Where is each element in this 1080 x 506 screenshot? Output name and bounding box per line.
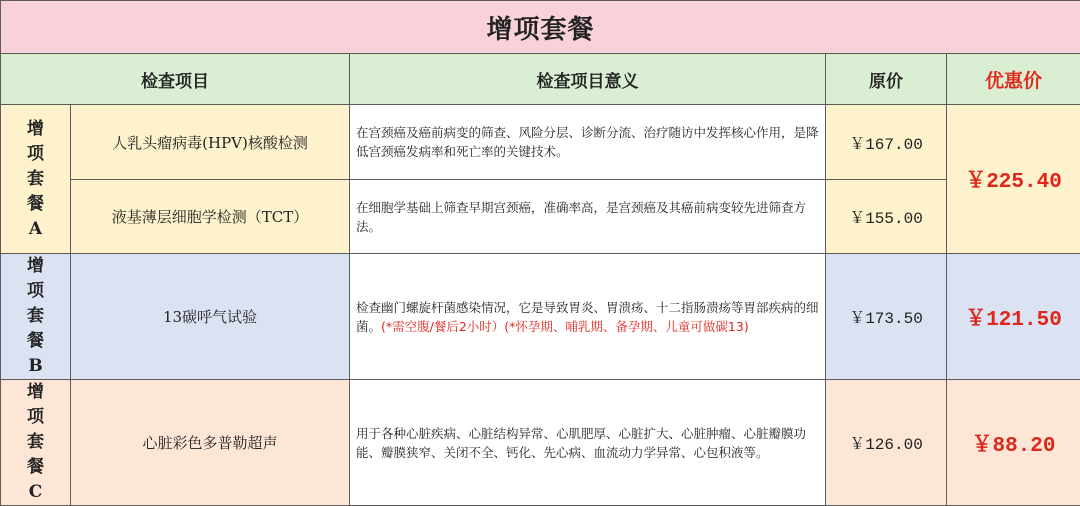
item-price: ￥173.50	[826, 254, 947, 380]
package-discount-c: ￥88.20	[947, 380, 1080, 506]
title-row	[1, 1, 1080, 54]
item-name: 液基薄层细胞学检测（TCT）	[71, 180, 350, 254]
page-title: 增项套餐	[1, 1, 1080, 54]
package-discount-a: ￥225.40	[947, 105, 1080, 254]
package-name-c: 增 项 套 餐 C	[1, 380, 71, 506]
header-discount: 优惠价	[947, 54, 1080, 105]
table-row	[1, 254, 1080, 380]
header-row	[1, 54, 1080, 105]
item-name: 13碳呼气试验	[71, 254, 350, 380]
table-row	[1, 180, 1080, 254]
item-description: 检查幽门螺旋杆菌感染情况，它是导致胃炎、胃溃疡、十二指肠溃疡等胃部疾病的细菌。(*需空腹/餐后2小时）(*怀孕期、哺乳期、备孕期、儿童可做碳13)	[350, 254, 826, 380]
item-description: 在细胞学基础上筛查早期宫颈癌，准确率高，是宫颈癌及其癌前病变较先进筛查方法。	[350, 180, 826, 254]
item-price: ￥167.00	[826, 105, 947, 180]
header-item: 检查项目	[1, 54, 350, 105]
package-discount-b: ￥121.50	[947, 254, 1080, 380]
header-price: 原价	[826, 54, 947, 105]
package-name-b: 增 项 套 餐 B	[1, 254, 71, 380]
item-name: 人乳头瘤病毒(HPV)核酸检测	[71, 105, 350, 180]
item-description: 在宫颈癌及癌前病变的筛查、风险分层、诊断分流、治疗随访中发挥核心作用，是降低宫颈癌发病率和死亡率的关键技术。	[350, 105, 826, 180]
item-description: 用于各种心脏疾病、心脏结构异常、心肌肥厚、心脏扩大、心脏肿瘤、心脏瓣膜功能、瓣膜狭窄、关闭不全、钙化、先心病、血流动力学异常、心包积液等。	[350, 380, 826, 506]
header-meaning: 检查项目意义	[350, 54, 826, 105]
item-price: ￥126.00	[826, 380, 947, 506]
table-row	[1, 380, 1080, 506]
item-price: ￥155.00	[826, 180, 947, 254]
package-name-a: 增 项 套 餐 A	[1, 105, 71, 254]
item-name: 心脏彩色多普勒超声	[71, 380, 350, 506]
item-note: (*需空腹/餐后2小时）(*怀孕期、哺乳期、备孕期、儿童可做碳13)	[381, 319, 749, 334]
table-row	[1, 105, 1080, 180]
